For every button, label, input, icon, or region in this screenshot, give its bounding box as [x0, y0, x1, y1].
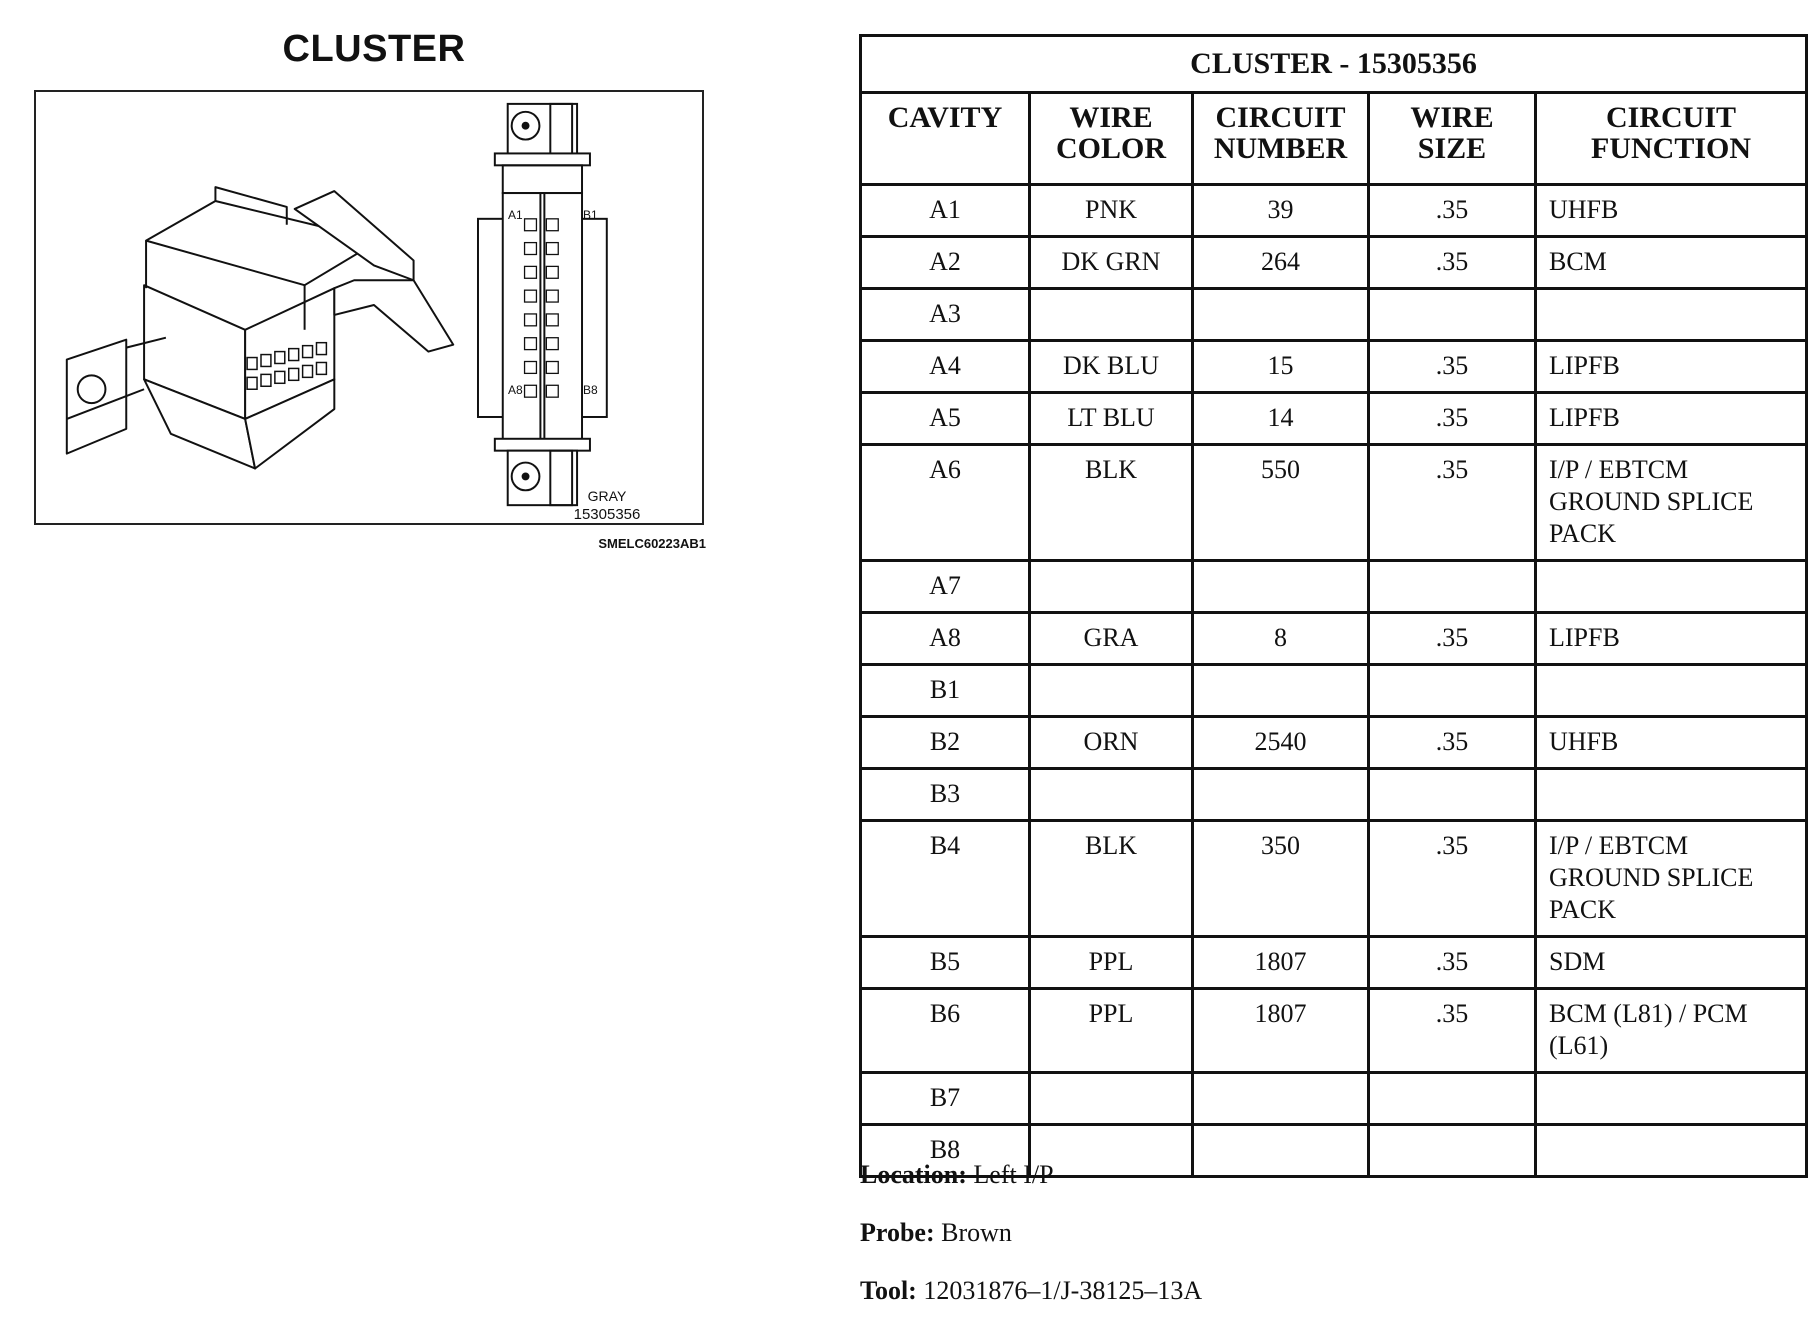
cell-cavity: B8: [861, 1125, 1030, 1177]
cell-circuit-number: [1193, 1125, 1369, 1177]
cell-cavity: B6: [861, 989, 1030, 1073]
probe-label: Probe:: [860, 1218, 935, 1247]
cell-wire-size: [1369, 665, 1536, 717]
table-row: [861, 341, 1807, 393]
table-row: [861, 289, 1807, 341]
cell-cavity: B3: [861, 769, 1030, 821]
location-value: Left I/P: [973, 1160, 1054, 1189]
cell-cavity: A6: [861, 445, 1030, 561]
location-note: [860, 1160, 1054, 1190]
cell-cavity: A3: [861, 289, 1030, 341]
connector-illustration: [34, 90, 704, 525]
cell-circuit-function: UHFB: [1536, 717, 1807, 769]
cell-circuit-number: 550: [1193, 445, 1369, 561]
table-row: [861, 717, 1807, 769]
cell-circuit-function: BCM: [1536, 237, 1807, 289]
cell-wire-size: .35: [1369, 237, 1536, 289]
table-row: [861, 237, 1807, 289]
connector-part-number: 15305356: [573, 506, 641, 523]
cell-circuit-number: [1193, 769, 1369, 821]
cell-circuit-number: [1193, 289, 1369, 341]
header-circuit-function: CIRCUIT FUNCTION: [1536, 93, 1807, 185]
cell-circuit-function: [1536, 1073, 1807, 1125]
cell-circuit-function: I/P / EBTCM GROUND SPLICE PACK: [1536, 821, 1807, 937]
location-label: Location:: [860, 1160, 967, 1189]
cell-cavity: B1: [861, 665, 1030, 717]
cell-circuit-function: I/P / EBTCM GROUND SPLICE PACK: [1536, 445, 1807, 561]
cell-wire-size: .35: [1369, 185, 1536, 237]
cell-wire-size: .35: [1369, 393, 1536, 445]
cell-circuit-function: [1536, 561, 1807, 613]
header-wire-color: WIRE COLOR: [1030, 93, 1193, 185]
cell-wire-size: .35: [1369, 821, 1536, 937]
cell-circuit-function: [1536, 1125, 1807, 1177]
table-row: [861, 185, 1807, 237]
figure-title: CLUSTER: [282, 28, 466, 70]
cell-wire-color: BLK: [1030, 821, 1193, 937]
probe-note: [860, 1218, 1012, 1248]
cell-circuit-function: [1536, 665, 1807, 717]
pin-label-a1: A1: [508, 208, 523, 222]
cell-wire-size: [1369, 1073, 1536, 1125]
cell-circuit-number: 8: [1193, 613, 1369, 665]
cell-cavity: A5: [861, 393, 1030, 445]
tool-label: Tool:: [860, 1276, 917, 1305]
cell-circuit-function: [1536, 289, 1807, 341]
table-row: [861, 821, 1807, 937]
pin-label-b8: B8: [583, 383, 598, 397]
table-row: [861, 445, 1807, 561]
cell-wire-size: .35: [1369, 717, 1536, 769]
cell-circuit-number: 14: [1193, 393, 1369, 445]
cell-circuit-function: LIPFB: [1536, 341, 1807, 393]
cell-circuit-number: 350: [1193, 821, 1369, 937]
table-row: [861, 1073, 1807, 1125]
cell-cavity: A1: [861, 185, 1030, 237]
cell-circuit-number: [1193, 1073, 1369, 1125]
table-row: [861, 393, 1807, 445]
cell-wire-color: [1030, 289, 1193, 341]
cell-wire-size: [1369, 289, 1536, 341]
table-row: [861, 937, 1807, 989]
cell-circuit-function: LIPFB: [1536, 613, 1807, 665]
table-row: [861, 561, 1807, 613]
table-row: [861, 665, 1807, 717]
cell-wire-size: [1369, 561, 1536, 613]
connector-face-view: [478, 104, 607, 505]
table-row: [861, 613, 1807, 665]
cell-circuit-number: 1807: [1193, 989, 1369, 1073]
pin-label-b1: B1: [583, 208, 598, 222]
cell-circuit-function: SDM: [1536, 937, 1807, 989]
cell-wire-size: .35: [1369, 613, 1536, 665]
cell-wire-color: [1030, 769, 1193, 821]
cell-circuit-number: [1193, 561, 1369, 613]
cell-cavity: B4: [861, 821, 1030, 937]
cell-cavity: A7: [861, 561, 1030, 613]
cell-circuit-function: LIPFB: [1536, 393, 1807, 445]
probe-value: Brown: [941, 1218, 1012, 1247]
cell-wire-color: PPL: [1030, 937, 1193, 989]
figure-code: SMELC60223AB1: [598, 536, 706, 551]
cell-cavity: B2: [861, 717, 1030, 769]
cell-cavity: B7: [861, 1073, 1030, 1125]
cell-wire-size: [1369, 769, 1536, 821]
cell-wire-color: PNK: [1030, 185, 1193, 237]
pinout-table: [859, 34, 1808, 1178]
cell-cavity: A8: [861, 613, 1030, 665]
tool-value: 12031876–1/J-38125–13A: [923, 1276, 1203, 1305]
cell-wire-size: .35: [1369, 937, 1536, 989]
cell-circuit-number: 15: [1193, 341, 1369, 393]
cell-circuit-number: 2540: [1193, 717, 1369, 769]
connector-color-label: GRAY: [587, 488, 627, 504]
cell-wire-size: .35: [1369, 341, 1536, 393]
cell-wire-size: [1369, 1125, 1536, 1177]
cell-wire-color: ORN: [1030, 717, 1193, 769]
cell-wire-color: BLK: [1030, 445, 1193, 561]
cell-wire-color: LT BLU: [1030, 393, 1193, 445]
cell-wire-size: .35: [1369, 445, 1536, 561]
connector-latch: [334, 280, 453, 351]
cell-cavity: A4: [861, 341, 1030, 393]
cell-wire-color: [1030, 1125, 1193, 1177]
table-row: [861, 769, 1807, 821]
cell-wire-color: GRA: [1030, 613, 1193, 665]
cell-wire-color: DK BLU: [1030, 341, 1193, 393]
cell-wire-color: [1030, 561, 1193, 613]
cell-circuit-function: [1536, 769, 1807, 821]
cell-circuit-number: 1807: [1193, 937, 1369, 989]
header-cavity: CAVITY: [861, 93, 1030, 185]
cell-circuit-function: BCM (L81) / PCM (L61): [1536, 989, 1807, 1073]
cell-cavity: B5: [861, 937, 1030, 989]
cell-wire-color: DK GRN: [1030, 237, 1193, 289]
cell-circuit-number: 39: [1193, 185, 1369, 237]
connector-drawing: [36, 92, 702, 523]
table-header-row: [861, 93, 1807, 185]
tool-note: [860, 1276, 1202, 1306]
cell-wire-size: .35: [1369, 989, 1536, 1073]
cell-circuit-function: UHFB: [1536, 185, 1807, 237]
table-row: [861, 989, 1807, 1073]
mounting-tab: [67, 340, 126, 454]
cell-wire-color: PPL: [1030, 989, 1193, 1073]
cell-wire-color: [1030, 1073, 1193, 1125]
header-wire-size: WIRE SIZE: [1369, 93, 1536, 185]
pin-label-a8: A8: [508, 383, 523, 397]
cell-cavity: A2: [861, 237, 1030, 289]
table-title: CLUSTER - 15305356: [861, 36, 1807, 93]
cell-circuit-number: 264: [1193, 237, 1369, 289]
header-circuit-number: CIRCUIT NUMBER: [1193, 93, 1369, 185]
cell-circuit-number: [1193, 665, 1369, 717]
cell-wire-color: [1030, 665, 1193, 717]
